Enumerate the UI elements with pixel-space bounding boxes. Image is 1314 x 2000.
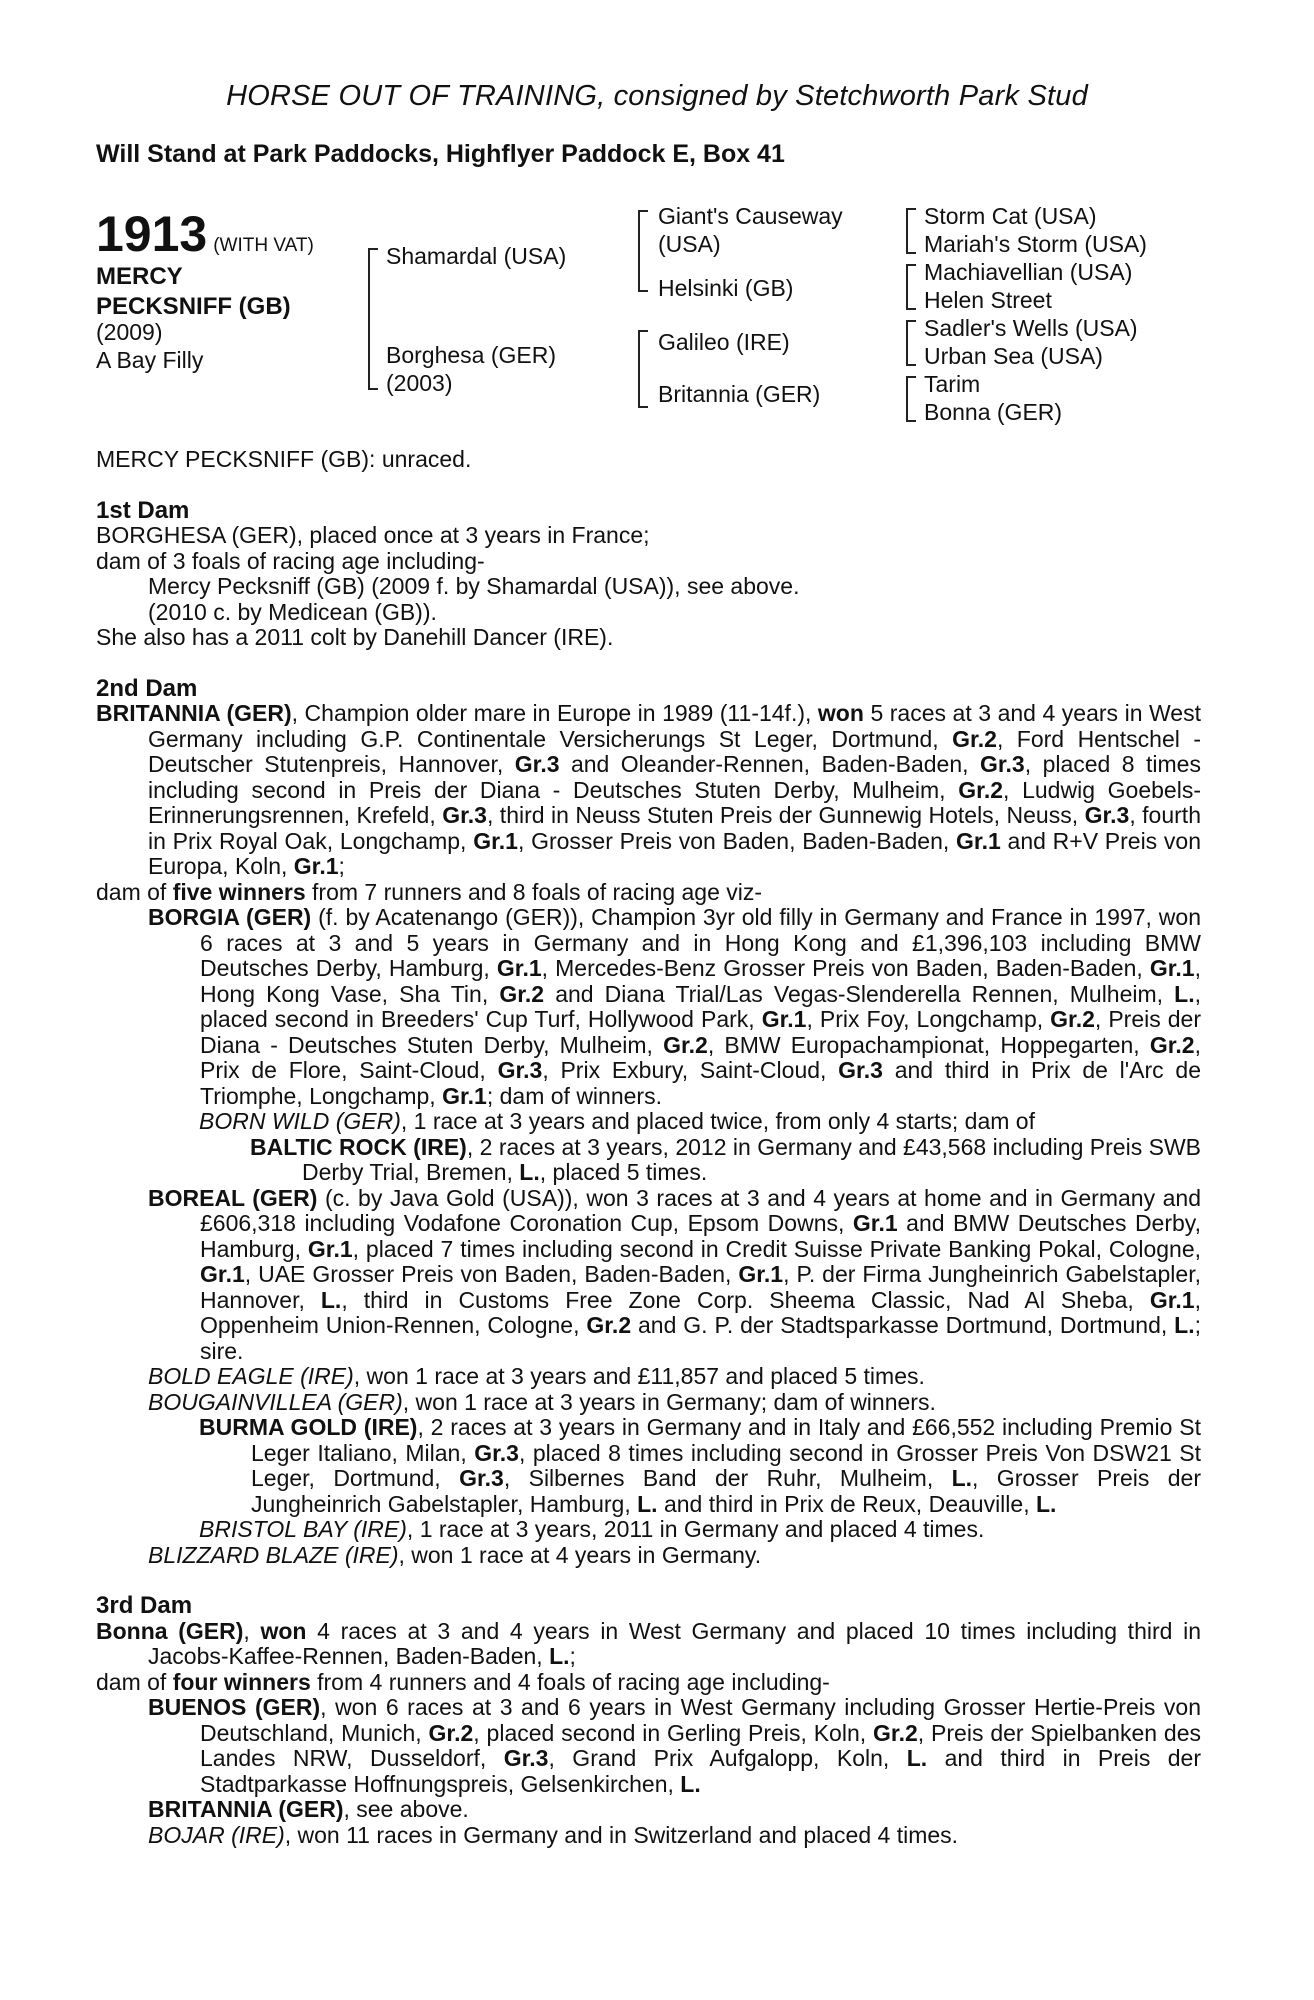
sire: Shamardal (USA): [386, 243, 567, 269]
produce-blizzard-blaze: BLIZZARD BLAZE (IRE), won 1 race at 4 years in Germany.: [148, 1541, 762, 1568]
sire-sire-line1: Giant's Causeway: [658, 203, 843, 229]
pedigree-bracket-3: [638, 330, 648, 408]
dam3-produce-summary: dam of four winners from 4 runners and 4 foals of racing age including-: [96, 1668, 830, 1695]
dam1-heading: 1st Dam: [96, 496, 190, 524]
horse-name-line1: MERCY: [96, 263, 183, 290]
produce-buenos: BUENOS (GER), won 6 races at 3 and 6 years in West Germany including Grosser Hertie-Preis von Deutschland, Munich, Gr.2, placed second in Gerling Preis, Koln, Gr.2, Preis der Spielbanken des Landes NRW, Dusseldorf, Gr.3, Grand Prix Aufgalopp, Koln, L. and third in Preis der Stadtparkasse Hoffnungspreis, Gelsenkirchen, L.: [148, 1694, 1201, 1797]
dam-sire: Galileo (IRE): [658, 329, 790, 355]
dam-dam: Britannia (GER): [658, 381, 821, 407]
produce-bougainvillea: BOUGAINVILLEA (GER), won 1 race at 3 years in Germany; dam of winners.: [148, 1388, 936, 1415]
produce-bristol-bay: BRISTOL BAY (IRE), 1 race at 3 years, 2011 in Germany and placed 4 times.: [199, 1516, 985, 1542]
dam2-produce-summary: dam of five winners from 7 runners and 8 foals of racing age viz-: [96, 878, 763, 905]
ss-dam: Mariah's Storm (USA): [924, 231, 1147, 257]
produce-bold-eagle: BOLD EAGLE (IRE), won 1 race at 3 years and £11,857 and placed 5 times.: [148, 1363, 925, 1389]
produce-burma-gold: BURMA GOLD (IRE), 2 races at 3 years in Germany and in Italy and £66,552 including Premio St Leger Italiano, Milan, Gr.3, placed 8 times including second in Grosser Preis Von DSW21 St Leger, Dortmund, Gr.3, Silbernes Band der Ruhr, Mulheim, L., Grosser Preis der Jungheinrich Gabelstapler, Hamburg, L. and third in Prix de Reux, Deauville, L.: [199, 1414, 1202, 1517]
sire-sire-line2: (USA): [658, 231, 721, 257]
pedigree-bracket-6: [906, 320, 916, 366]
pedigree-bracket-2: [638, 210, 648, 292]
lot-number: 1913: [96, 206, 208, 262]
dam1-line5: She also has a 2011 colt by Danehill Dancer (IRE).: [96, 624, 614, 650]
pedigree-bracket-5: [906, 264, 916, 310]
produce-borgia: BORGIA (GER) (f. by Acatenango (GER)), Champion 3yr old filly in Germany and France in 1997, won 6 races at 3 and 5 years in Germany and in Hong Kong and £1,396,103 including BMW Deutsches Derby, Hamburg, Gr.1, Mercedes-Benz Grosser Preis von Baden, Baden-Baden, Gr.1, Hong Kong Vase, Sha Tin, Gr.2 and Diana Trial/Las Vegas-Slenderella Rennen, Mulheim, L., placed second in Breeders' Cup Turf, Hollywood Park, Gr.1, Prix Foy, Longchamp, Gr.2, Preis der Diana - Deutsches Stuten Derby, Mulheim, Gr.2, BMW Europachampionat, Hoppegarten, Gr.2, Prix de Flore, Saint-Cloud, Gr.3, Prix Exbury, Saint-Cloud, Gr.3 and third in Prix de l'Arc de Triomphe, Longchamp, Gr.1; dam of winners.: [148, 904, 1201, 1109]
dam1-line4: (2010 c. by Medicean (GB)).: [148, 598, 437, 625]
dam3-bonna: Bonna (GER), won 4 races at 3 and 4 years in West Germany and placed 10 times including third in Jacobs-Kaffee-Rennen, Baden-Baden, L.;: [96, 1617, 1201, 1669]
dd-dam: Bonna (GER): [924, 399, 1063, 425]
horse-year: (2009): [96, 319, 163, 345]
sd-dam: Helen Street: [924, 287, 1052, 313]
horse-name-line2: PECKSNIFF (GB): [96, 293, 291, 320]
sd-sire: Machiavellian (USA): [924, 259, 1133, 285]
stand-location: Will Stand at Park Paddocks, Highflyer Paddock E, Box 41: [96, 140, 785, 168]
horse-name: [96, 262, 291, 322]
dd-sire: Tarim: [924, 371, 981, 397]
dam: Borghesa (GER): [386, 342, 557, 368]
ds-sire: Sadler's Wells (USA): [924, 315, 1138, 341]
catalogue-body: [96, 447, 1201, 1848]
dam-year: (2003): [386, 370, 453, 396]
dam2-heading: 2nd Dam: [96, 674, 198, 702]
produce-britannia: BRITANNIA (GER), see above.: [148, 1796, 469, 1822]
ss-sire: Storm Cat (USA): [924, 203, 1097, 229]
horse-info: [96, 318, 203, 374]
lot-header: [96, 205, 314, 263]
unraced-line: MERCY PECKSNIFF (GB): unraced.: [96, 446, 472, 472]
dam1-line1: BORGHESA (GER), placed once at 3 years in France;: [96, 522, 650, 548]
produce-born-wild: BORN WILD (GER), 1 race at 3 years and placed twice, from only 4 starts; dam of: [199, 1108, 1035, 1134]
produce-bojar: BOJAR (IRE), won 11 races in Germany and in Switzerland and placed 4 times.: [148, 1821, 959, 1848]
horse-description: A Bay Filly: [96, 347, 204, 373]
page-title: HORSE OUT OF TRAINING, consigned by Stetchworth Park Stud: [226, 80, 1088, 112]
pedigree-bracket-7: [906, 376, 916, 422]
dam1-line2: dam of 3 foals of racing age including-: [96, 547, 485, 574]
pedigree-bracket-1: [368, 248, 378, 390]
ds-dam: Urban Sea (USA): [924, 343, 1103, 369]
pedigree-bracket-4: [906, 208, 916, 254]
dam2-britannia: BRITANNIA (GER), Champion older mare in Europe in 1989 (11-14f.), won 5 races at 3 and 4 years in West Germany including G.P. Continentale Versicherungs St Leger, Dortmund, Gr.2, Ford Hentschel - Deutscher Stutenpreis, Hannover, Gr.3 and Oleander-Rennen, Baden-Baden, Gr.3, placed 8 times including second in Preis der Diana - Deutsches Stuten Derby, Mulheim, Gr.2, Ludwig Goebels-Erinnerungsrennen, Krefeld, Gr.3, third in Neuss Stuten Preis der Gunnewig Hotels, Neuss, Gr.3, fourth in Prix Royal Oak, Longchamp, Gr.1, Grosser Preis von Baden, Baden-Baden, Gr.1 and R+V Preis von Europa, Koln, Gr.1;: [96, 700, 1201, 879]
sire-dam: Helsinki (GB): [658, 275, 794, 301]
produce-boreal: BOREAL (GER) (c. by Java Gold (USA)), won 3 races at 3 and 4 years at home and in Germany and £606,318 including Vodafone Coronation Cup, Epsom Downs, Gr.1 and BMW Deutsches Derby, Hamburg, Gr.1, placed 7 times including second in Credit Suisse Private Banking Pokal, Cologne, Gr.1, UAE Grosser Preis von Baden, Baden-Baden, Gr.1, P. der Firma Jungheinrich Gabelstapler, Hannover, L., third in Customs Free Zone Corp. Sheema Classic, Nad Al Sheba, Gr.1, Oppenheim Union-Rennen, Cologne, Gr.2 and G. P. der Stadtsparkasse Dortmund, Dortmund, L.; sire.: [148, 1184, 1202, 1364]
produce-baltic-rock: BALTIC ROCK (IRE), 2 races at 3 years, 2012 in Germany and £43,568 including Preis SWB Derby Trial, Bremen, L., placed 5 times.: [250, 1133, 1201, 1185]
vat-label: (WITH VAT): [213, 235, 314, 256]
dam1-line3: Mercy Pecksniff (GB) (2009 f. by Shamardal (USA)), see above.: [148, 573, 800, 599]
dam3-heading: 3rd Dam: [96, 1592, 193, 1619]
